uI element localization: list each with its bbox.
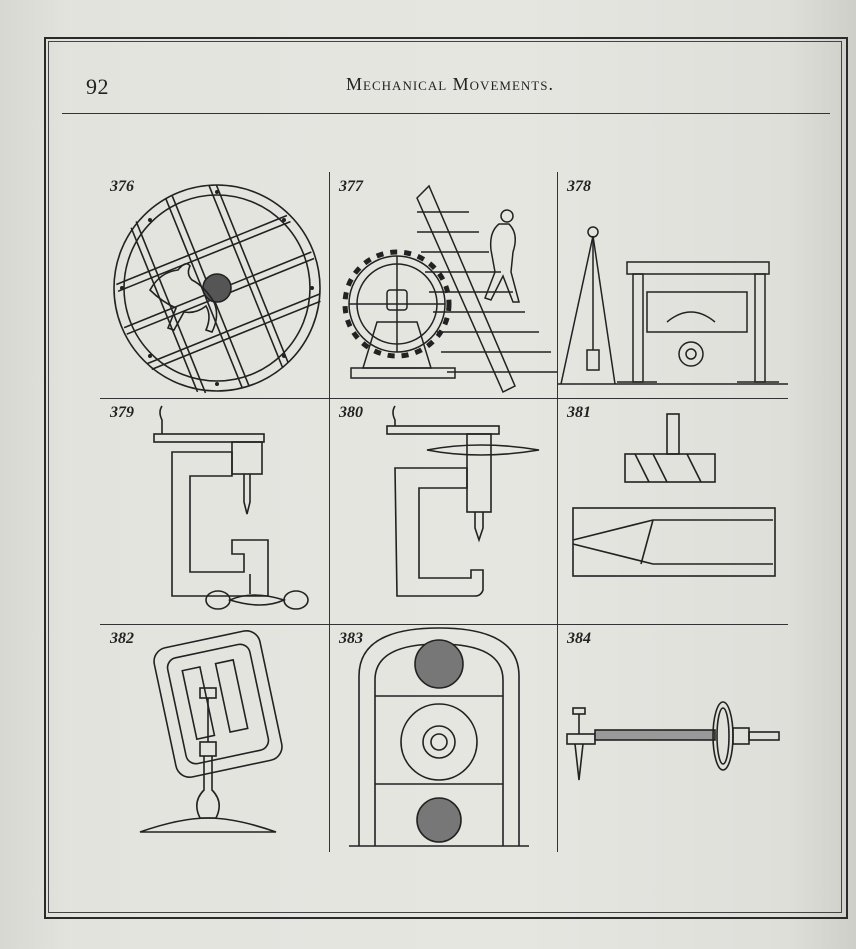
figure-number: 382 bbox=[110, 630, 134, 647]
figure-number: 378 bbox=[567, 178, 591, 195]
figure-377 bbox=[329, 172, 558, 398]
figure-grid bbox=[100, 172, 788, 852]
figure-382 bbox=[100, 624, 329, 850]
roller-frame-icon bbox=[329, 624, 557, 852]
figure-384 bbox=[557, 624, 786, 850]
figure-number: 377 bbox=[339, 178, 363, 195]
swivel-mirror-stand-icon bbox=[100, 624, 329, 852]
figure-376 bbox=[100, 172, 329, 398]
figure-number: 384 bbox=[567, 630, 591, 647]
horse-treadwheel-icon bbox=[100, 172, 329, 398]
figure-378 bbox=[557, 172, 786, 398]
figure-383 bbox=[329, 624, 558, 850]
drill-spindle-icon bbox=[557, 624, 788, 852]
figure-number: 381 bbox=[567, 404, 591, 421]
figure-number: 380 bbox=[339, 404, 363, 421]
header-rule bbox=[62, 113, 830, 114]
screw-clamp-wing-icon bbox=[329, 398, 557, 624]
figure-381 bbox=[557, 398, 786, 624]
man-treadwheel-icon bbox=[329, 172, 557, 398]
figure-number: 379 bbox=[110, 404, 134, 421]
figure-number: 376 bbox=[110, 178, 134, 195]
figure-380 bbox=[329, 398, 558, 624]
pile-driver-frame-icon bbox=[557, 172, 788, 398]
wedge-joint-icon bbox=[557, 398, 788, 624]
page-title: Mechanical Movements. bbox=[346, 74, 554, 94]
screw-clamp-icon bbox=[100, 398, 329, 624]
figure-number: 383 bbox=[339, 630, 363, 647]
figure-379 bbox=[100, 398, 329, 624]
page-number: 92 bbox=[86, 74, 109, 99]
